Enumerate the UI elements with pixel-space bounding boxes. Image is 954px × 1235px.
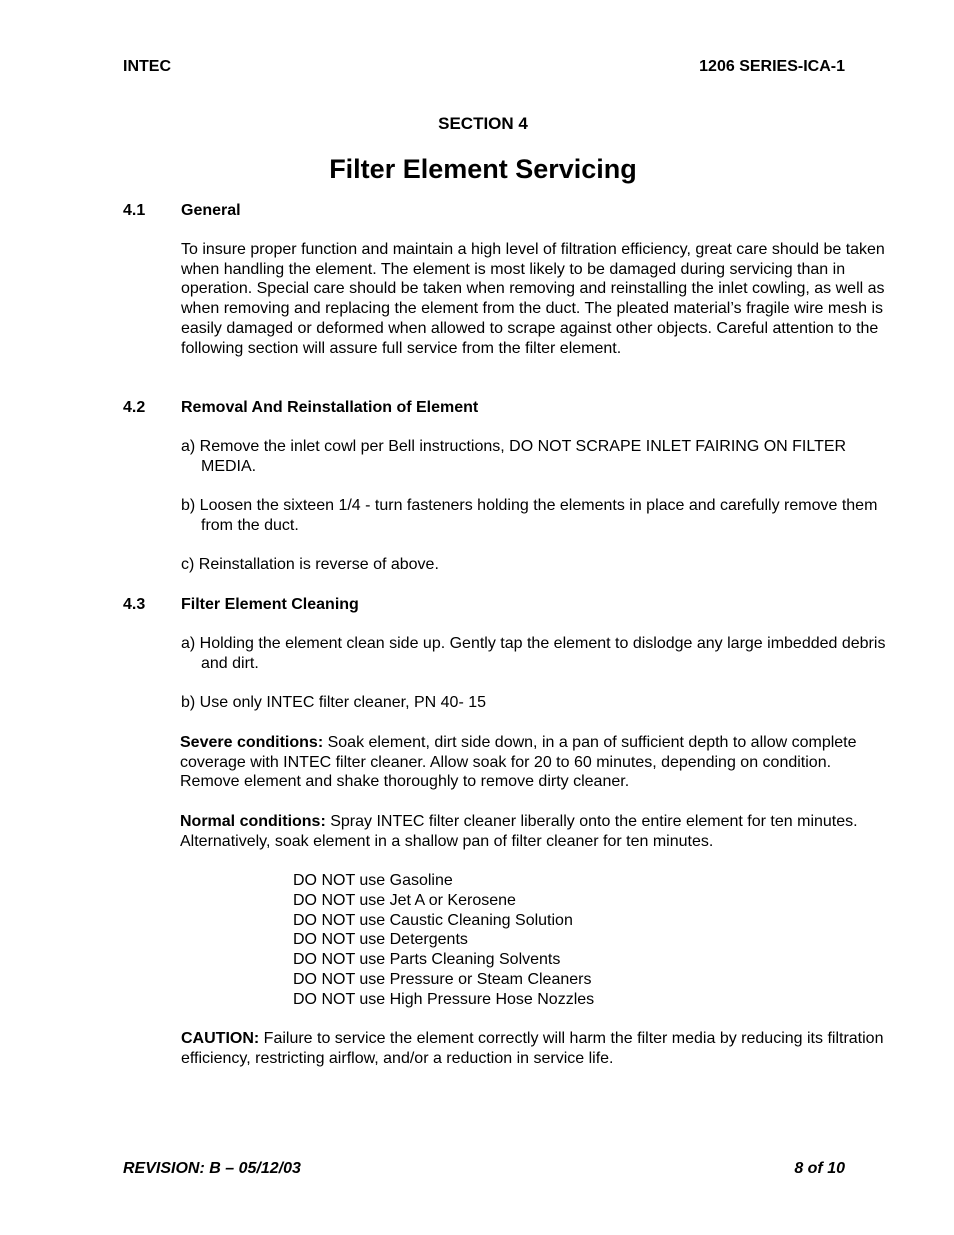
cleaning-step-b: b) Use only INTEC filter cleaner, PN 40- 15 [181, 694, 487, 711]
normal-conditions-paragraph [180, 812, 892, 851]
normal-conditions-text: Spray INTEC filter cleaner liberally onto the entire element for ten minutes. Alternatively, soak element in a shallow pan of filter cleaner for ten minutes. [180, 813, 858, 850]
caution-paragraph [181, 1029, 893, 1068]
caution-text: Failure to service the element correctly will harm the filter media by reducing its filtration efficiency, restricting airflow, and/or a reduction in service life. [181, 1030, 884, 1067]
section-heading-general: General [181, 202, 241, 219]
section-label: SECTION 4 [438, 114, 528, 133]
section-number-4-2: 4.2 [123, 399, 146, 416]
removal-step-a: a) Remove the inlet cowl per Bell instructions, DO NOT SCRAPE INLET FAIRING ON FILTER MEDIA. [181, 438, 847, 475]
footer-page-number: 8 of 10 [794, 1160, 845, 1177]
severe-conditions-label: Severe conditions: [180, 734, 324, 751]
section-heading-removal: Removal And Reinstallation of Element [181, 399, 479, 416]
removal-step-b: b) Loosen the sixteen 1/4 - turn fasteners holding the elements in place and carefully remove them from the duct. [181, 497, 878, 534]
severe-conditions-text: Soak element, dirt side down, in a pan of sufficient depth to allow complete coverage with INTEC filter cleaner. Allow soak for 20 to 60 minutes, depending on condition. Remove element and shake thoroughly to remove dirty cleaner. [180, 734, 857, 791]
section-heading-cleaning: Filter Element Cleaning [181, 596, 359, 613]
section-number-4-3: 4.3 [123, 596, 146, 613]
do-not-item: DO NOT use Parts Cleaning Solvents [293, 951, 561, 969]
do-not-list [293, 871, 594, 1010]
section-number-4-1: 4.1 [123, 202, 146, 219]
do-not-item: DO NOT use Jet A or Kerosene [293, 891, 516, 909]
do-not-item: DO NOT use Caustic Cleaning Solution [293, 911, 573, 929]
normal-conditions-label: Normal conditions: [180, 813, 326, 830]
caution-label: CAUTION: [181, 1030, 260, 1047]
header-company: INTEC [123, 58, 171, 75]
footer-revision: REVISION: B – 05/12/03 [123, 1160, 301, 1177]
do-not-item: DO NOT use Pressure or Steam Cleaners [293, 970, 592, 988]
do-not-item: DO NOT use Detergents [293, 931, 468, 949]
do-not-item: DO NOT use High Pressure Hose Nozzles [293, 990, 595, 1008]
header-document-number: 1206 SERIES-ICA-1 [699, 58, 845, 75]
severe-conditions-paragraph [180, 733, 892, 792]
cleaning-step-a: a) Holding the element clean side up. Gently tap the element to dislodge any large imbedded debris and dirt. [181, 635, 886, 672]
page-title: Filter Element Servicing [329, 154, 637, 184]
general-paragraph: To insure proper function and maintain a high level of filtration efficiency, great care should be taken when handling the element. The element is most likely to be damaged during servicing than in operation. Special care should be taken when removing and reinstalling the inlet cowling, as well as when removing and replacing the element from the duct. The pleated material’s fragile wire mesh is easily damaged or deformed when allowed to scrape against other objects. Careful attention to the following section will assure full service from the filter element. [181, 241, 885, 357]
removal-step-c: c) Reinstallation is reverse of above. [181, 556, 439, 573]
do-not-item: DO NOT use Gasoline [293, 872, 453, 889]
